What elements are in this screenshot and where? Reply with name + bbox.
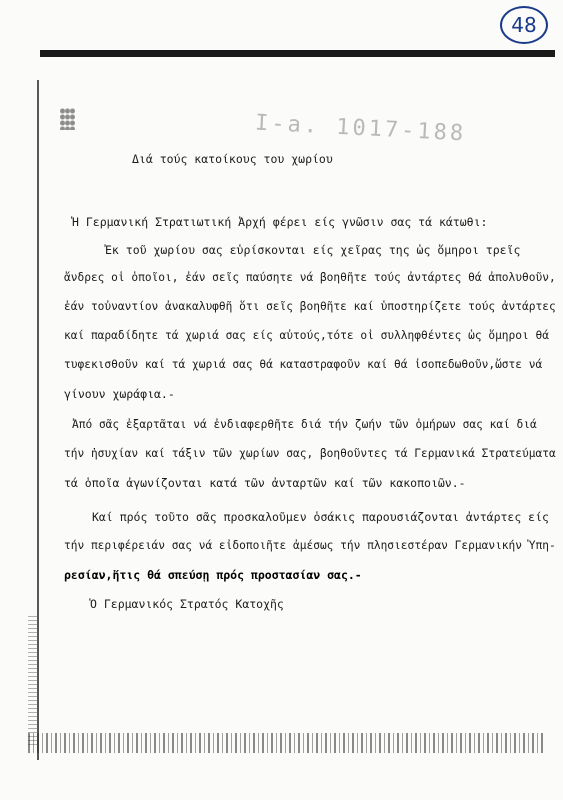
text-line: ἄνδρες οἱ ὁποῖοι, ἐάν σεῖς παύσητε νά βοηθῆτε τούς ἀντάρτες θά ἀπολυθοῦν, xyxy=(64,271,556,284)
text-line: ἐάν τοὐναντίον ἀνακαλυφθῆ ὅτι σεῖς βοηθῆτε καί ὑποστηρίζετε τούς ἀντάρτες xyxy=(64,300,556,313)
text-line: γίνουν χωράφια.- xyxy=(64,387,175,401)
scan-noise-bottom xyxy=(28,733,546,753)
document-title: Διά τούς κατοίκους του χωρίου xyxy=(132,152,333,166)
text-line: Ἡ Γερμανική Στρατιωτική Ἀρχή φέρει είς γνῶσιν σας τά κάτωθι: xyxy=(72,215,488,229)
text-line: Καί πρός τοῦτο σᾶς προσκαλοῦμεν ὁσάκις παρουσιάζονται ἀντάρτες είς xyxy=(92,510,549,524)
text-line: τυφεκισθοῦν καί τά χωριά σας θά καταστραφοῦν καί θά ἰσοπεδωθοῦν,ὥστε νά xyxy=(64,358,543,371)
text-line: τήν περιφέρειάν σας νά εἰδοποιῆτε ἀμέσως τήν πλησιεστέραν Γερμανικήν Ὑπη- xyxy=(64,539,556,552)
text-line: καί παραδίδητε τά χωριά σας είς αὐτούς,τότε οἱ συλληφθέντες ὡς ὅμηροι θά xyxy=(64,329,549,342)
archive-stamp: I-a. 1017-188 xyxy=(254,110,467,147)
signature-line: Ὁ Γερμανικός Στρατός Κατοχῆς xyxy=(90,597,284,611)
text-line: τήν ἡσυχίαν καί τάξιν τῶν χωρίων σας, βοηθοῦντες τά Γερμανικά Στρατεύματα xyxy=(64,447,556,460)
scan-border xyxy=(40,50,555,57)
scan-noise-left xyxy=(28,615,38,745)
text-line: Ἀπό σᾶς ἐξαρτᾶται νά ἐνδιαφερθῆτε διά τήν ζωήν τῶν ὁμήρων σας καί διά xyxy=(72,418,537,431)
text-line: Ἐκ τοῦ χωρίου σας εὑρίσκονται είς χεῖρας της ὡς ὅμηροι τρεῖς xyxy=(105,243,521,257)
page-number-circle: 48 xyxy=(500,6,548,44)
scan-specks xyxy=(60,108,75,130)
text-line: ρεσίαν,ἥτις θά σπεύσῃ πρός προστασίαν σας.- xyxy=(64,568,362,582)
text-line: τά ὁποῖα ἀγωνίζονται κατά τῶν ἀνταρτῶν καί τῶν κακοποιῶν.- xyxy=(64,476,466,490)
